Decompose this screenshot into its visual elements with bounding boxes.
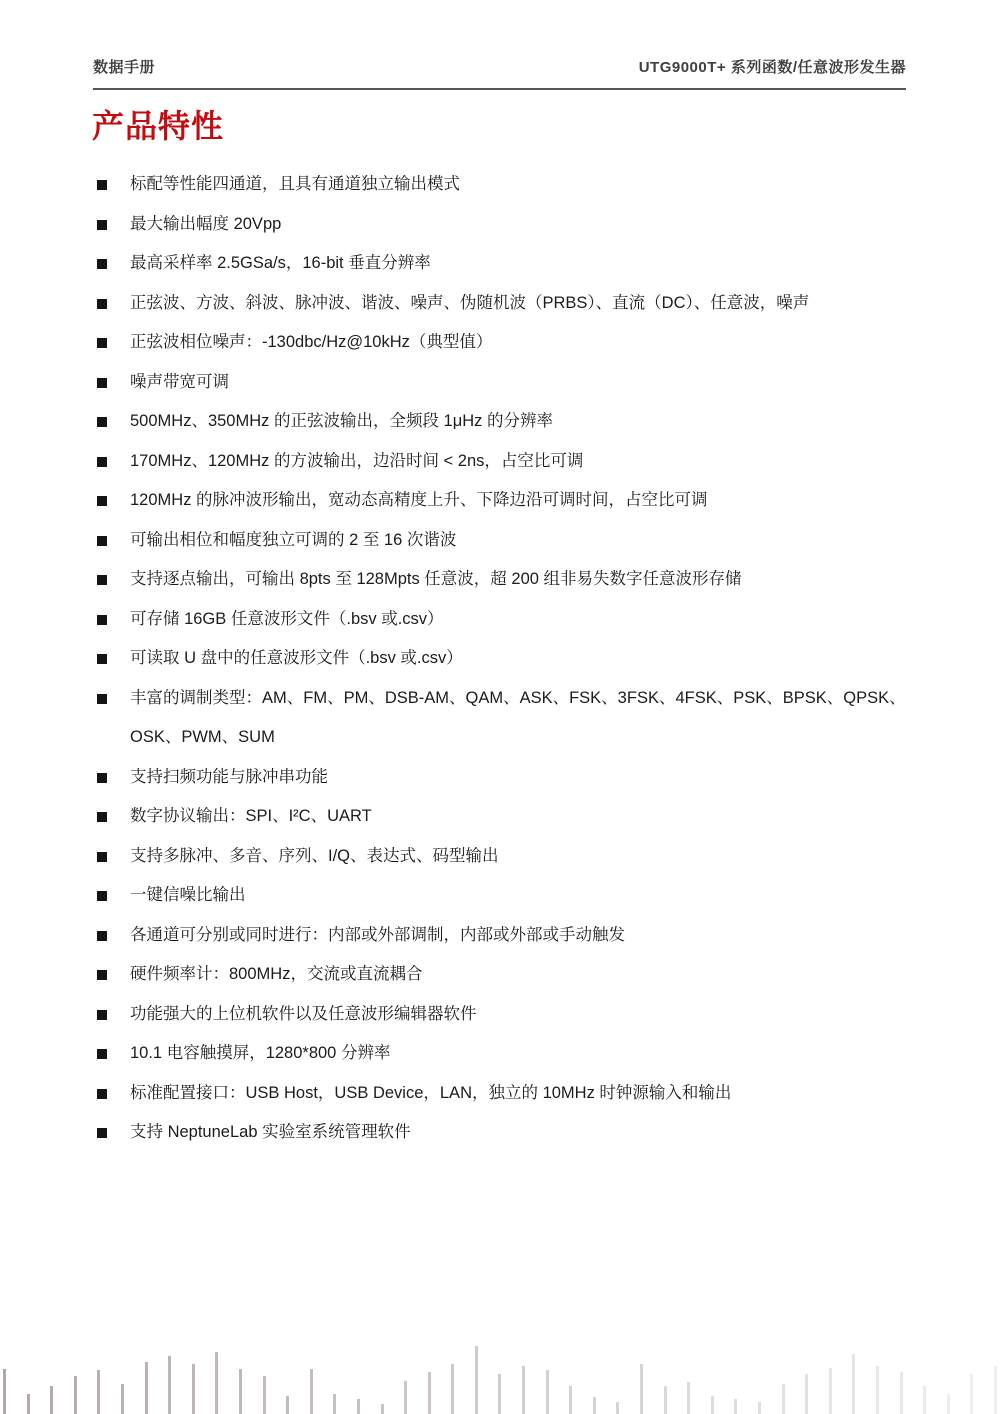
waveform-bar: [145, 1362, 148, 1414]
square-bullet-icon: [97, 1128, 107, 1138]
feature-text: 丰富的调制类型：AM、FM、PM、DSB-AM、QAM、ASK、FSK、3FSK、4FSK、PSK、BPSK、QPSK、OSK、PWM、SUM: [130, 688, 906, 746]
square-bullet-icon: [97, 536, 107, 546]
waveform-bar: [333, 1394, 336, 1414]
feature-item: [93, 837, 906, 877]
square-bullet-icon: [97, 1010, 107, 1020]
waveform-bar: [475, 1346, 478, 1414]
waveform-bar: [758, 1402, 761, 1414]
square-bullet-icon: [97, 457, 107, 467]
feature-text: 支持多脉冲、多音、序列、I/Q、表达式、码型输出: [130, 846, 499, 865]
waveform-bar: [97, 1370, 100, 1414]
feature-item: [93, 876, 906, 916]
feature-text: 标准配置接口：USB Host，USB Device，LAN，独立的 10MHz 时钟源输入和输出: [130, 1083, 732, 1102]
feature-text: 功能强大的上位机软件以及任意波形编辑器软件: [130, 1004, 477, 1023]
waveform-bar: [782, 1384, 785, 1414]
waveform-bar: [852, 1354, 855, 1414]
feature-item: [93, 679, 906, 758]
waveform-bar: [121, 1384, 124, 1414]
waveform-bar: [805, 1374, 808, 1414]
square-bullet-icon: [97, 970, 107, 980]
feature-item: [93, 916, 906, 956]
feature-text: 数字协议输出：SPI、I²C、UART: [130, 807, 372, 825]
waveform-bar: [286, 1396, 289, 1414]
header-product-name: UTG9000T+ 系列函数/任意波形发生器: [638, 59, 906, 76]
waveform-bar: [664, 1386, 667, 1414]
feature-text: 支持逐点输出，可输出 8pts 至 128Mpts 任意波，超 200 组非易失数字任意波形存储: [130, 570, 742, 588]
square-bullet-icon: [97, 694, 107, 704]
waveform-bar: [569, 1386, 572, 1414]
square-bullet-icon: [97, 417, 107, 427]
waveform-bar: [451, 1364, 454, 1414]
feature-text: 各通道可分别或同时进行：内部或外部调制，内部或外部或手动触发: [130, 925, 625, 944]
square-bullet-icon: [97, 180, 107, 190]
waveform-bar: [923, 1386, 926, 1414]
feature-item: [93, 1074, 906, 1114]
square-bullet-icon: [97, 496, 107, 506]
page-header: [93, 0, 906, 90]
square-bullet-icon: [97, 1049, 107, 1059]
waveform-bar: [498, 1374, 501, 1414]
square-bullet-icon: [97, 575, 107, 585]
feature-text: 噪声带宽可调: [130, 372, 229, 391]
feature-item: [93, 363, 906, 403]
feature-item: [93, 244, 906, 284]
square-bullet-icon: [97, 299, 107, 309]
waveform-bar: [734, 1399, 737, 1414]
square-bullet-icon: [97, 1089, 107, 1099]
square-bullet-icon: [97, 338, 107, 348]
waveform-bar: [27, 1394, 30, 1414]
feature-item: [93, 165, 906, 205]
feature-text: 一键信噪比输出: [130, 886, 246, 904]
feature-item: [93, 560, 906, 600]
waveform-bar: [239, 1369, 242, 1414]
square-bullet-icon: [97, 891, 107, 901]
waveform-bar: [593, 1397, 596, 1414]
page-title: 产品特性: [92, 108, 225, 144]
square-bullet-icon: [97, 812, 107, 822]
feature-text: 可读取 U 盘中的任意波形文件（.bsv 或.csv）: [130, 649, 463, 667]
waveform-bar: [522, 1366, 525, 1414]
waveform-bar: [310, 1369, 313, 1414]
header-doc-type: 数据手册: [93, 59, 156, 76]
feature-item: [93, 323, 906, 363]
square-bullet-icon: [97, 615, 107, 625]
feature-text: 170MHz、120MHz 的方波输出，边沿时间 < 2ns，占空比可调: [130, 451, 584, 470]
feature-text: 最大输出幅度 20Vpp: [130, 214, 282, 233]
square-bullet-icon: [97, 852, 107, 862]
feature-item: [93, 1113, 906, 1153]
feature-text: 10.1 电容触摸屏，1280*800 分辨率: [130, 1044, 391, 1062]
waveform-bar: [900, 1372, 903, 1414]
feature-text: 支持扫频功能与脉冲串功能: [130, 767, 328, 786]
waveform-bar: [404, 1381, 407, 1414]
square-bullet-icon: [97, 654, 107, 664]
feature-text: 120MHz 的脉冲波形输出，宽动态高精度上升、下降边沿可调时间，占空比可调: [130, 491, 708, 509]
waveform-bar: [616, 1402, 619, 1414]
feature-text: 正弦波相位噪声：-130dbc/Hz@10kHz（典型值）: [130, 333, 493, 351]
feature-text: 标配等性能四通道，且具有通道独立输出模式: [130, 175, 460, 193]
waveform-bar: [263, 1376, 266, 1414]
waveform-bar: [970, 1374, 973, 1414]
waveform-bar: [640, 1364, 643, 1414]
feature-text: 最高采样率 2.5GSa/s，16-bit 垂直分辨率: [130, 254, 431, 272]
waveform-bar: [168, 1356, 171, 1414]
feature-text: 可输出相位和幅度独立可调的 2 至 16 次谐波: [130, 530, 457, 549]
waveform-bar: [357, 1399, 360, 1414]
waveform-bar: [711, 1396, 714, 1414]
feature-item: [93, 521, 906, 561]
feature-text: 支持 NeptuneLab 实验室系统管理软件: [130, 1123, 411, 1141]
square-bullet-icon: [97, 220, 107, 230]
feature-item: [93, 1034, 906, 1074]
waveform-bar: [215, 1352, 218, 1414]
waveform-bar: [74, 1376, 77, 1414]
feature-item: [93, 402, 906, 442]
feature-item: [93, 639, 906, 679]
feature-text: 正弦波、方波、斜波、脉冲波、谐波、噪声、伪随机波（PRBS）、直流（DC）、任意波，噪声: [130, 293, 810, 312]
feature-item: [93, 758, 906, 798]
waveform-bar: [192, 1364, 195, 1414]
waveform-bar: [687, 1382, 690, 1414]
feature-item: [93, 481, 906, 521]
feature-item: [93, 955, 906, 995]
waveform-bar: [3, 1369, 6, 1414]
waveform-bar: [829, 1368, 832, 1414]
waveform-bar: [381, 1404, 384, 1414]
feature-item: [93, 600, 906, 640]
waveform-bar: [50, 1386, 53, 1414]
feature-item: [93, 995, 906, 1035]
square-bullet-icon: [97, 931, 107, 941]
feature-list: [93, 165, 906, 1153]
square-bullet-icon: [97, 259, 107, 269]
feature-item: [93, 205, 906, 245]
waveform-bar: [994, 1366, 997, 1414]
waveform-bar: [876, 1366, 879, 1414]
waveform-bar: [546, 1370, 549, 1414]
feature-text: 可存储 16GB 任意波形文件（.bsv 或.csv）: [130, 609, 444, 628]
feature-text: 500MHz、350MHz 的正弦波输出，全频段 1μHz 的分辨率: [130, 412, 553, 430]
feature-item: [93, 797, 906, 837]
feature-text: 硬件频率计：800MHz，交流或直流耦合: [130, 965, 423, 983]
waveform-bar: [428, 1372, 431, 1414]
feature-item: [93, 442, 906, 482]
feature-item: [93, 284, 906, 324]
waveform-bar: [947, 1394, 950, 1414]
square-bullet-icon: [97, 773, 107, 783]
square-bullet-icon: [97, 378, 107, 388]
waveform-decoration: [0, 1322, 1000, 1414]
